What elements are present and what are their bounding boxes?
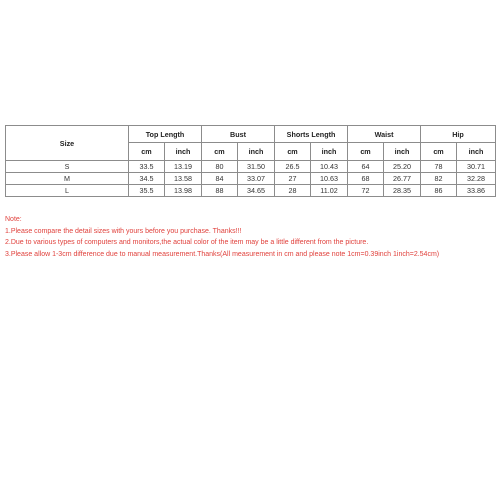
table-cell: 72 bbox=[348, 185, 384, 197]
size-chart-table bbox=[5, 125, 496, 197]
group-header-waist: Waist bbox=[348, 126, 421, 143]
table-cell: 64 bbox=[348, 161, 384, 173]
note-line-3: 3.Please allow 1-3cm difference due to manual measurement.Thanks(All measurement in cm and please note 1cm=0.39inch 1inch=2.54cm) bbox=[5, 250, 440, 258]
table-cell: 13.19 bbox=[165, 161, 202, 173]
unit-header-cm: cm bbox=[275, 143, 311, 161]
size-header: Size bbox=[6, 126, 129, 161]
table-cell: 33.5 bbox=[129, 161, 165, 173]
table-cell: 33.86 bbox=[457, 185, 496, 197]
table-cell: 27 bbox=[275, 173, 311, 185]
unit-header-cm: cm bbox=[421, 143, 457, 161]
size-cell: S bbox=[6, 161, 129, 173]
table-cell: 31.50 bbox=[238, 161, 275, 173]
note-line-1: 1.Please compare the detail sizes with yours before you purchase. Thanks!!! bbox=[5, 227, 242, 235]
table-cell: 25.20 bbox=[384, 161, 421, 173]
table-cell: 13.98 bbox=[165, 185, 202, 197]
table-cell: 28 bbox=[275, 185, 311, 197]
group-header-top-length: Top Length bbox=[129, 126, 202, 143]
table-row bbox=[6, 173, 496, 185]
table-cell: 88 bbox=[202, 185, 238, 197]
table-cell: 84 bbox=[202, 173, 238, 185]
unit-header-cm: cm bbox=[202, 143, 238, 161]
table-cell: 28.35 bbox=[384, 185, 421, 197]
unit-header-cm: cm bbox=[348, 143, 384, 161]
table-cell: 80 bbox=[202, 161, 238, 173]
group-header-shorts-length: Shorts Length bbox=[275, 126, 348, 143]
table-row bbox=[6, 185, 496, 197]
table-cell: 78 bbox=[421, 161, 457, 173]
table-cell: 26.77 bbox=[384, 173, 421, 185]
table-cell: 13.58 bbox=[165, 173, 202, 185]
table-cell: 82 bbox=[421, 173, 457, 185]
unit-header-inch: inch bbox=[457, 143, 496, 161]
unit-header-inch: inch bbox=[165, 143, 202, 161]
note-line-2: 2.Due to various types of computers and monitors,the actual color of the item may be a little different from the picture. bbox=[5, 239, 369, 247]
table-cell: 10.43 bbox=[311, 161, 348, 173]
unit-header-inch: inch bbox=[238, 143, 275, 161]
unit-header-cm: cm bbox=[129, 143, 165, 161]
note-title: Note: bbox=[5, 216, 22, 223]
table-cell: 86 bbox=[421, 185, 457, 197]
table-cell: 26.5 bbox=[275, 161, 311, 173]
size-cell: L bbox=[6, 185, 129, 197]
table-cell: 68 bbox=[348, 173, 384, 185]
unit-header-inch: inch bbox=[384, 143, 421, 161]
table-row bbox=[6, 161, 496, 173]
table-cell: 11.02 bbox=[311, 185, 348, 197]
group-header-hip: Hip bbox=[421, 126, 496, 143]
table-cell: 34.65 bbox=[238, 185, 275, 197]
table-cell: 34.5 bbox=[129, 173, 165, 185]
table-cell: 32.28 bbox=[457, 173, 496, 185]
notes-section bbox=[5, 214, 495, 260]
table-cell: 35.5 bbox=[129, 185, 165, 197]
table-cell: 30.71 bbox=[457, 161, 496, 173]
table-cell: 10.63 bbox=[311, 173, 348, 185]
size-cell: M bbox=[6, 173, 129, 185]
unit-header-inch: inch bbox=[311, 143, 348, 161]
table-cell: 33.07 bbox=[238, 173, 275, 185]
group-header-bust: Bust bbox=[202, 126, 275, 143]
